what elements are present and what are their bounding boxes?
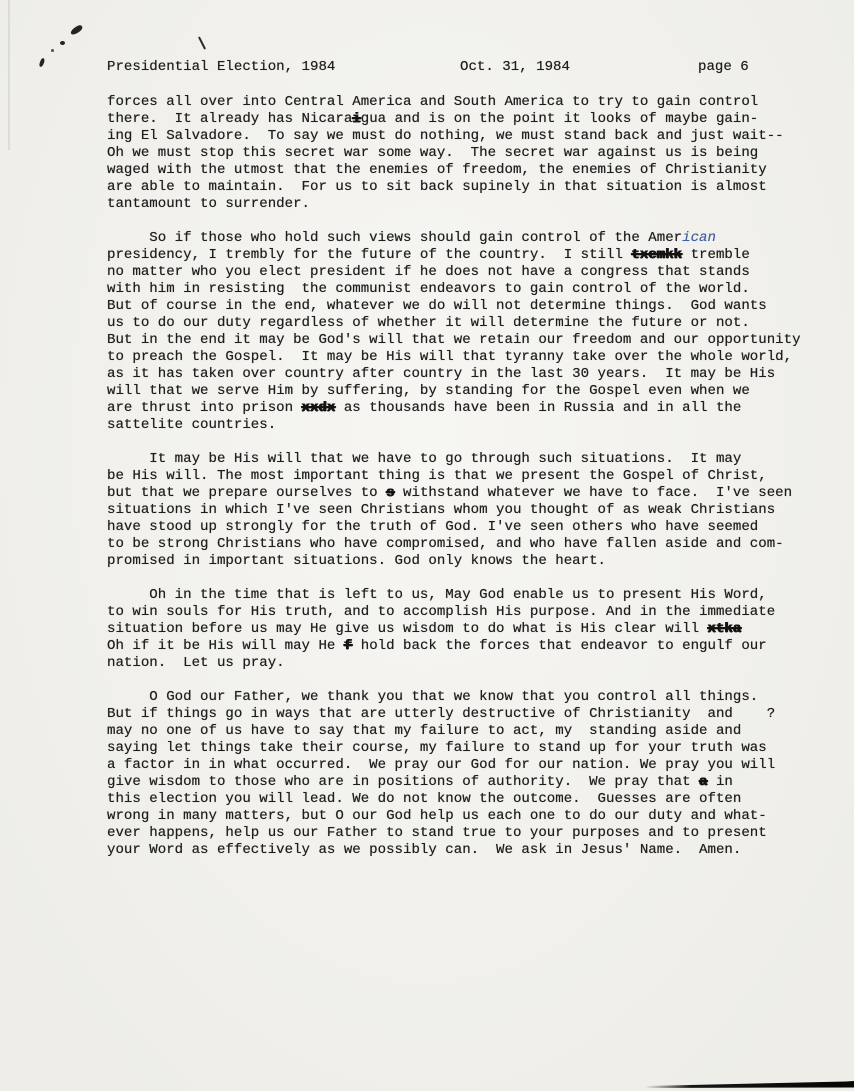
typed-text: situation before us may He give us wisdom to do what is His clear will xyxy=(107,621,708,637)
typed-text: Oh in the time that is left to us, May God enable us to present His Word, xyxy=(107,587,767,603)
document-body xyxy=(107,94,801,876)
text-line xyxy=(107,264,801,281)
typed-text: It may be His will that we have to go through such situations. It may xyxy=(107,451,742,467)
overstrike-correction: f xyxy=(343,638,353,654)
text-line xyxy=(107,825,801,842)
typed-text: in xyxy=(707,774,733,790)
typed-text: Oh if it be His will may He xyxy=(107,638,344,654)
typed-text: ever happens, help us our Father to stand true to your purposes and to present xyxy=(107,825,767,841)
header-date: Oct. 31, 1984 xyxy=(460,59,570,75)
text-line xyxy=(107,655,801,672)
typed-text: with him in resisting the communist endeavors to gain control of the world. xyxy=(107,281,750,297)
typed-text: to be strong Christians who have compromised, and who have fallen aside and com- xyxy=(107,536,784,552)
overstrike-correction: xtka xyxy=(707,621,742,637)
text-line xyxy=(107,128,801,145)
typed-text: give wisdom to those who are in positions of authority. We pray that xyxy=(107,774,700,790)
typed-text: hold back the forces that endeavor to engulf our xyxy=(352,638,767,654)
text-line xyxy=(107,706,801,723)
typed-text: are thrust into prison xyxy=(107,400,302,416)
typed-text: But if things go in ways that are utterly destructive of Christianity and ? xyxy=(107,706,776,722)
pen-mark xyxy=(60,41,65,45)
typed-text: Oh we must stop this secret war some way. The secret war against us is being xyxy=(107,145,759,161)
typed-text: saying let things take their course, my failure to stand up for your truth was xyxy=(107,740,767,756)
text-line xyxy=(107,451,801,468)
typed-text: but that we prepare ourselves to xyxy=(107,485,387,501)
typed-text: to win souls for His truth, and to accomplish His purpose. And in the immediate xyxy=(107,604,776,620)
overstrike-correction: xxdx xyxy=(301,400,336,416)
text-line xyxy=(107,383,801,400)
text-line xyxy=(107,417,801,434)
text-line xyxy=(107,349,801,366)
typed-text: wrong in many matters, but O our God help us each one to do our duty and what- xyxy=(107,808,767,824)
typed-text: be His will. The most important thing is that we present the Gospel of Christ, xyxy=(107,468,767,484)
text-line xyxy=(107,842,801,859)
text-line xyxy=(107,604,801,621)
pen-stroke xyxy=(198,36,206,49)
overstrike-correction: txemkk xyxy=(631,247,683,263)
paragraph xyxy=(107,230,801,434)
text-line xyxy=(107,196,801,213)
typed-text: But of course in the end, whatever we do will not determine things. God wants xyxy=(107,298,767,314)
typed-text: tantamount to surrender. xyxy=(107,196,310,212)
paragraph xyxy=(107,94,801,213)
typed-text: withstand whatever we have to face. I've seen xyxy=(394,485,793,501)
text-line xyxy=(107,366,801,383)
pen-mark xyxy=(69,24,83,36)
text-line xyxy=(107,468,801,485)
text-line xyxy=(107,162,801,179)
typed-text: us to do our duty regardless of whether it will determine the future or not. xyxy=(107,315,750,331)
pen-mark xyxy=(51,49,54,52)
typed-text: presidency, I trembly for the future of the country. I still xyxy=(107,247,632,263)
typed-text: have stood up strongly for the truth of God. I've seen others who have seemed xyxy=(107,519,759,535)
text-line xyxy=(107,485,801,502)
text-line xyxy=(107,808,801,825)
text-line xyxy=(107,400,801,417)
typed-text: to preach the Gospel. It may be His will that tyranny take over the whole world, xyxy=(107,349,793,365)
paragraph xyxy=(107,587,801,672)
typed-text: forces all over into Central America and South America to try to gain control xyxy=(107,94,759,110)
text-line xyxy=(107,247,801,264)
typed-text: are able to maintain. For us to sit back supinely in that situation is almost xyxy=(107,179,767,195)
typed-text: a factor in in what occurred. We pray our God for our nation. We pray you will xyxy=(107,757,776,773)
typed-text: situations in which I've seen Christians whom you thought of as weak Christians xyxy=(107,502,776,518)
text-line xyxy=(107,502,801,519)
typed-text: there. It already has Nicara xyxy=(107,111,353,127)
text-line xyxy=(107,621,801,638)
typed-text: will that we serve Him by suffering, by standing for the Gospel even when we xyxy=(107,383,750,399)
page-header xyxy=(0,59,854,76)
scanner-edge-artifact xyxy=(645,1081,854,1088)
header-page-number: page 6 xyxy=(698,59,749,75)
text-line xyxy=(107,281,801,298)
text-line xyxy=(107,774,801,791)
text-line xyxy=(107,723,801,740)
text-line xyxy=(107,740,801,757)
text-line xyxy=(107,315,801,332)
typed-text: nation. Let us pray. xyxy=(107,655,285,671)
text-line xyxy=(107,689,801,706)
typed-text: as it has taken over country after country in the last 30 years. It may be His xyxy=(107,366,776,382)
typed-text: promised in important situations. God only knows the heart. xyxy=(107,553,606,569)
typed-text: as thousands have been in Russia and in all the xyxy=(335,400,742,416)
text-line xyxy=(107,145,801,162)
typed-text: this election you will lead. We do not know the outcome. Guesses are often xyxy=(107,791,742,807)
overstrike-correction: a xyxy=(699,774,708,790)
typed-text: tremble xyxy=(682,247,750,263)
text-line xyxy=(107,553,801,570)
text-line xyxy=(107,298,801,315)
handwritten-blue-ink: ican xyxy=(682,230,716,246)
text-line xyxy=(107,111,801,128)
paragraph xyxy=(107,689,801,859)
text-line xyxy=(107,519,801,536)
text-line xyxy=(107,791,801,808)
text-line xyxy=(107,230,801,247)
overstrike-correction: i xyxy=(352,111,361,127)
typed-text: gua and is on the point it looks of maybe gain- xyxy=(360,111,759,127)
text-line xyxy=(107,587,801,604)
text-line xyxy=(107,332,801,349)
typed-text: So if those who hold such views should gain control of the Amer xyxy=(107,230,683,246)
text-line xyxy=(107,179,801,196)
text-line xyxy=(107,757,801,774)
text-line xyxy=(107,94,801,111)
text-line xyxy=(107,536,801,553)
typed-text: ing El Salvadore. To say we must do nothing, we must stand back and just wait-- xyxy=(107,128,784,144)
paragraph xyxy=(107,451,801,570)
typed-text: may no one of us have to say that my failure to act, my standing aside and xyxy=(107,723,742,739)
overstrike-correction: s xyxy=(386,485,395,501)
typed-text: your Word as effectively as we possibly can. We ask in Jesus' Name. Amen. xyxy=(107,842,742,858)
typed-text: But in the end it may be God's will that we retain our freedom and our opportunity xyxy=(107,332,801,348)
typed-text: no matter who you elect president if he does not have a congress that stands xyxy=(107,264,750,280)
typed-text: O God our Father, we thank you that we know that you control all things. xyxy=(107,689,759,705)
text-line xyxy=(107,638,801,655)
typed-text: waged with the utmost that the enemies of freedom, the enemies of Christianity xyxy=(107,162,767,178)
typed-text: sattelite countries. xyxy=(107,417,277,433)
header-title: Presidential Election, 1984 xyxy=(107,59,336,75)
